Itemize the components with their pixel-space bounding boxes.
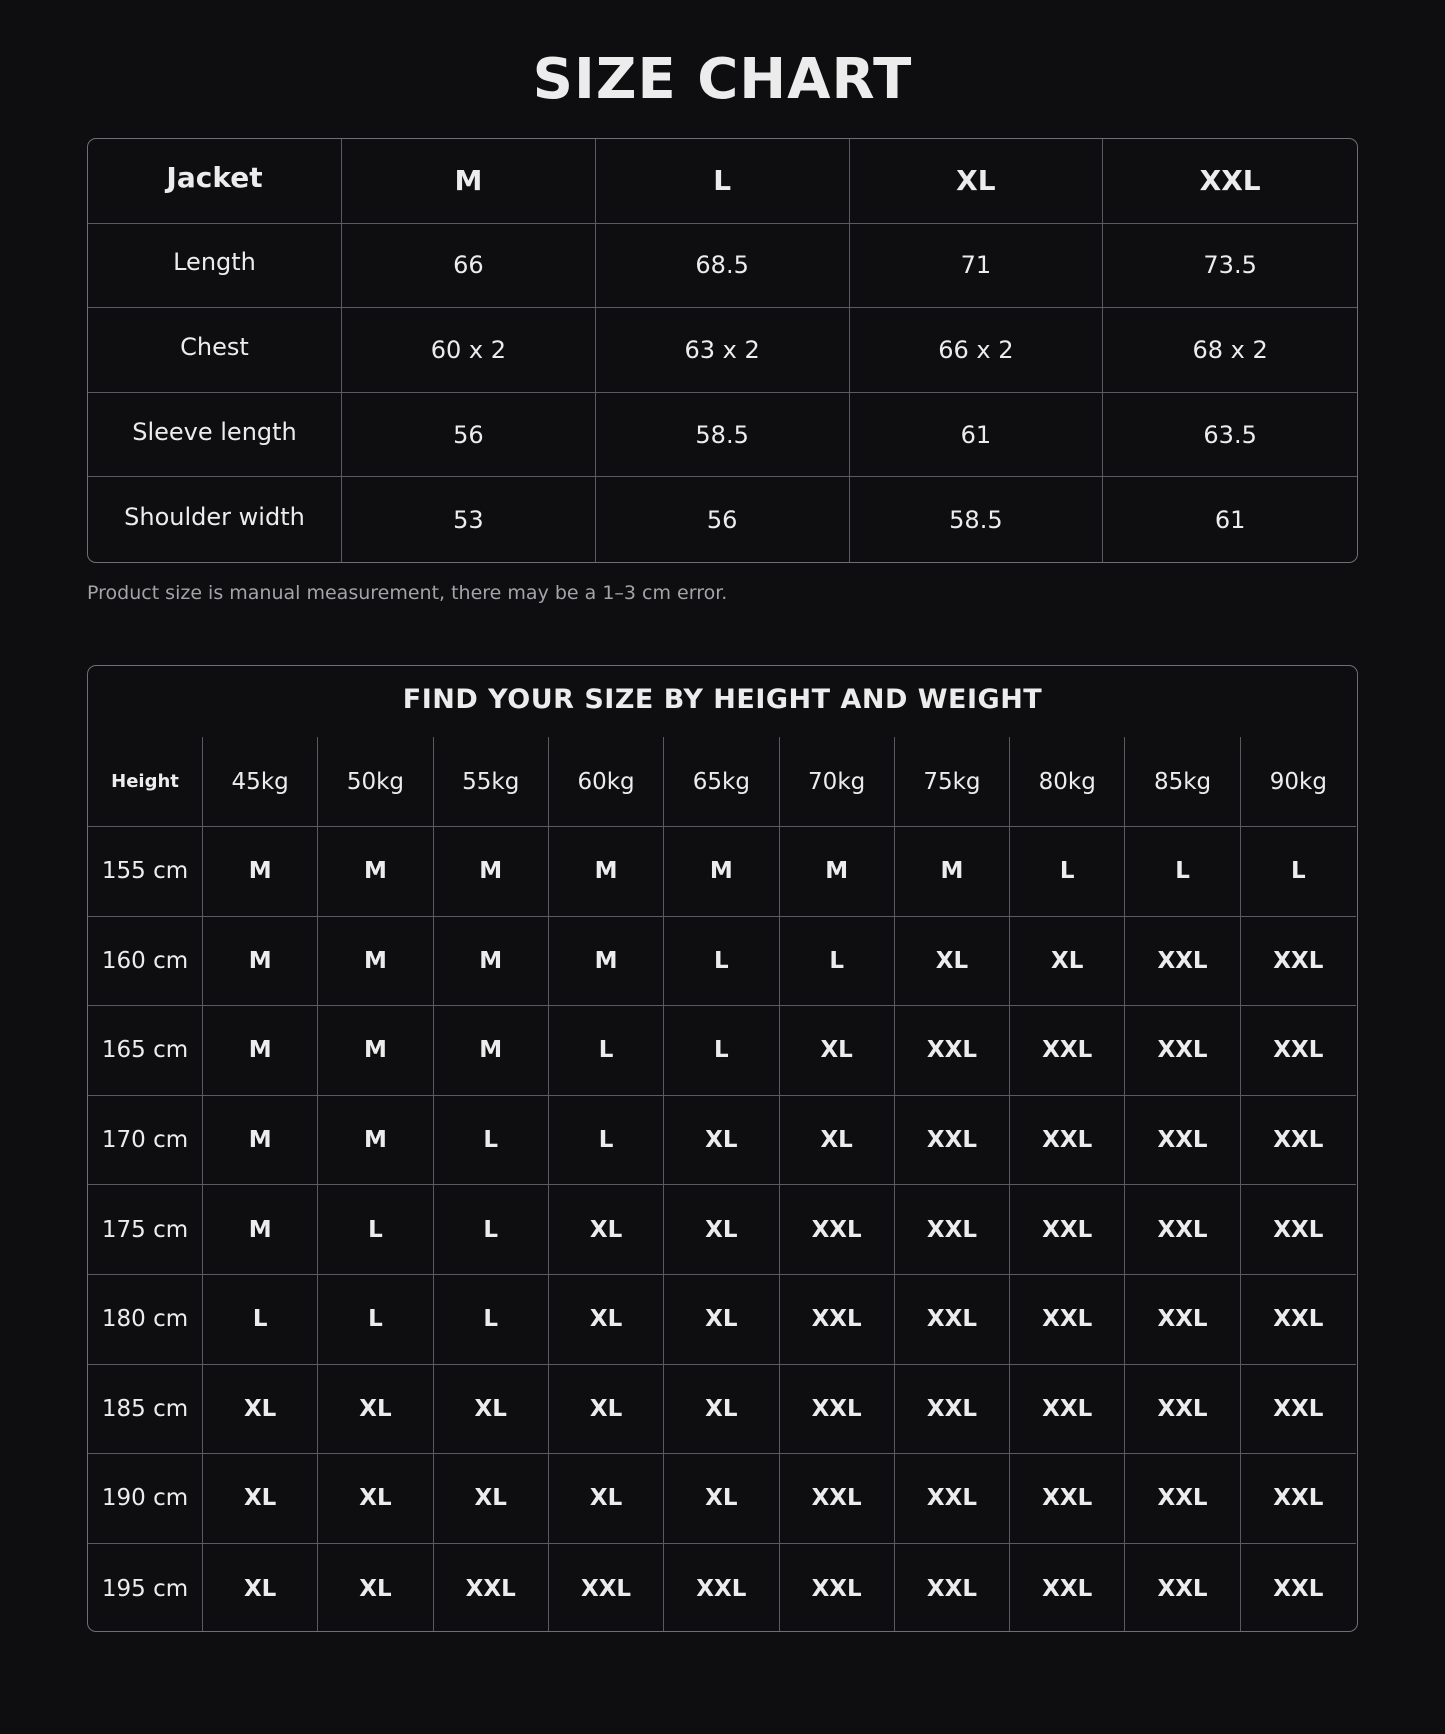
recommended-size: M — [434, 1006, 549, 1096]
weight-column-header: 45kg — [203, 737, 318, 827]
recommended-size: XXL — [664, 1544, 779, 1632]
recommended-size: XXL — [1125, 1544, 1240, 1632]
measurement-value: 71 — [850, 224, 1104, 309]
recommended-size: XXL — [1273, 1575, 1324, 1602]
recommended-size: XL — [203, 1544, 318, 1632]
weight-column-header: 70kg — [780, 737, 895, 827]
measurement-value: 68.5 — [596, 224, 850, 309]
measurement-label: Shoulder width — [88, 477, 342, 562]
recommended-size: L — [664, 1006, 779, 1096]
recommended-size: XL — [434, 1365, 549, 1455]
height-label: 160 cm — [88, 917, 203, 1007]
measurement-value: 73.5 — [1103, 224, 1357, 309]
measurement-value: 56 — [596, 477, 850, 562]
height-label: 185 cm — [88, 1365, 203, 1455]
jacket-measurement-table — [87, 138, 1358, 563]
recommended-size: XL — [549, 1185, 664, 1275]
recommended-size: XXL — [1010, 1365, 1125, 1455]
measurement-value: 68 x 2 — [1103, 308, 1357, 393]
recommended-size: XXL — [895, 1365, 1010, 1455]
recommended-size: XXL — [780, 1275, 895, 1365]
recommended-size: L — [434, 1275, 549, 1365]
recommended-size: XXL — [1241, 1365, 1356, 1455]
recommended-size: XXL — [1010, 1096, 1125, 1186]
weight-column-header: 90kg — [1241, 737, 1356, 827]
recommended-size: XXL — [895, 1544, 1010, 1632]
recommended-size: M — [318, 827, 433, 917]
recommended-size: M — [434, 827, 549, 917]
recommended-size: XXL — [1241, 917, 1356, 1007]
recommended-size: L — [434, 1096, 549, 1186]
recommended-size: M — [664, 827, 779, 917]
recommended-size: XL — [549, 1454, 664, 1544]
recommended-size: L — [549, 1096, 664, 1186]
recommended-size: L — [549, 1006, 664, 1096]
recommended-size: XL — [780, 1096, 895, 1186]
height-label: 180 cm — [88, 1275, 203, 1365]
recommended-size: XXL — [895, 1275, 1010, 1365]
weight-column-header: 65kg — [664, 737, 779, 827]
measurement-value: 66 — [342, 224, 596, 309]
recommended-size: XXL — [1125, 1365, 1240, 1455]
height-label: 170 cm — [88, 1096, 203, 1186]
recommended-size: XXL — [1241, 1096, 1356, 1186]
recommended-size: L — [664, 917, 779, 1007]
recommended-size: XL — [780, 1006, 895, 1096]
recommended-size: M — [549, 827, 664, 917]
recommended-size: XXL — [1010, 1544, 1125, 1632]
size-column-header: XL — [850, 139, 1104, 224]
measurement-value: 58.5 — [850, 477, 1104, 562]
weight-column-header: 85kg — [1125, 737, 1240, 827]
page-title: SIZE CHART — [532, 47, 913, 112]
recommended-size: M — [318, 1006, 433, 1096]
measurement-value: 61 — [1214, 505, 1246, 534]
height-label: 155 cm — [88, 827, 203, 917]
recommended-size: M — [434, 917, 549, 1007]
height-label: 190 cm — [88, 1454, 203, 1544]
recommended-size: XXL — [780, 1544, 895, 1632]
recommended-size: XXL — [1010, 1006, 1125, 1096]
recommended-size: XL — [203, 1365, 318, 1455]
recommended-size: XL — [664, 1185, 779, 1275]
size-column-header: M — [342, 139, 596, 224]
recommended-size: M — [318, 917, 433, 1007]
recommended-size: XXL — [1241, 1006, 1356, 1096]
recommended-size: XXL — [1241, 1454, 1356, 1544]
size-finder-grid — [88, 737, 1356, 1632]
height-label: 165 cm — [88, 1006, 203, 1096]
recommended-size: XXL — [549, 1544, 664, 1632]
size-finder-title: FIND YOUR SIZE BY HEIGHT AND WEIGHT — [402, 684, 1043, 715]
recommended-size: XXL — [1125, 1454, 1240, 1544]
measurement-label: Chest — [88, 308, 342, 393]
recommended-size: XXL — [780, 1365, 895, 1455]
recommended-size: XL — [664, 1096, 779, 1186]
recommended-size: XXL — [1125, 1275, 1240, 1365]
recommended-size: XL — [549, 1275, 664, 1365]
recommended-size: M — [549, 917, 664, 1007]
recommended-size: L — [780, 917, 895, 1007]
recommended-size: M — [203, 1006, 318, 1096]
recommended-size: XL — [895, 917, 1010, 1007]
recommended-size: M — [203, 827, 318, 917]
recommended-size: M — [780, 827, 895, 917]
recommended-size: M — [203, 917, 318, 1007]
recommended-size: M — [203, 1185, 318, 1275]
recommended-size: XL — [318, 1544, 433, 1632]
recommended-size: XXL — [780, 1454, 895, 1544]
measurement-note: Product size is manual measurement, there may be a 1–3 cm error. — [87, 582, 728, 604]
height-column-header: Height — [88, 737, 203, 827]
recommended-size: XXL — [1241, 1275, 1356, 1365]
recommended-size: XXL — [1125, 1096, 1240, 1186]
measurement-value: 66 x 2 — [850, 308, 1104, 393]
weight-column-header: 50kg — [318, 737, 433, 827]
recommended-size: XXL — [1010, 1185, 1125, 1275]
recommended-size: L — [318, 1185, 433, 1275]
recommended-size: XL — [203, 1454, 318, 1544]
recommended-size: XXL — [1125, 917, 1240, 1007]
recommended-size: XL — [664, 1454, 779, 1544]
measurement-label: Sleeve length — [88, 393, 342, 478]
recommended-size: XL — [1010, 917, 1125, 1007]
weight-column-header: 60kg — [549, 737, 664, 827]
measurement-value: 61 — [850, 393, 1104, 478]
height-label: 195 cm — [88, 1544, 203, 1632]
recommended-size: L — [318, 1275, 433, 1365]
measurement-value: 63.5 — [1103, 393, 1357, 478]
recommended-size: XXL — [895, 1006, 1010, 1096]
size-column-header: L — [596, 139, 850, 224]
measurement-label: Length — [88, 224, 342, 309]
recommended-size: XXL — [895, 1096, 1010, 1186]
weight-column-header: 55kg — [434, 737, 549, 827]
recommended-size: XXL — [895, 1185, 1010, 1275]
recommended-size: XXL — [895, 1454, 1010, 1544]
recommended-size: M — [318, 1096, 433, 1186]
recommended-size: M — [203, 1096, 318, 1186]
recommended-size: XXL — [1010, 1454, 1125, 1544]
recommended-size: XXL — [1125, 1185, 1240, 1275]
measurement-value: 63 x 2 — [596, 308, 850, 393]
recommended-size: L — [1241, 827, 1356, 917]
size-finder-table — [87, 665, 1358, 1632]
recommended-size: XXL — [1241, 1185, 1356, 1275]
recommended-size: L — [1010, 827, 1125, 917]
recommended-size: XL — [318, 1365, 433, 1455]
size-column-header: XXL — [1103, 139, 1357, 224]
recommended-size: L — [203, 1275, 318, 1365]
recommended-size: XL — [549, 1365, 664, 1455]
recommended-size: XXL — [434, 1544, 549, 1632]
measurement-value: 58.5 — [596, 393, 850, 478]
height-label: 175 cm — [88, 1185, 203, 1275]
recommended-size: M — [895, 827, 1010, 917]
weight-column-header: 80kg — [1010, 737, 1125, 827]
measurement-value: 53 — [342, 477, 596, 562]
recommended-size: XXL — [780, 1185, 895, 1275]
recommended-size: XXL — [1010, 1275, 1125, 1365]
recommended-size: XL — [664, 1275, 779, 1365]
measurement-value: 56 — [342, 393, 596, 478]
garment-header: Jacket — [88, 139, 342, 224]
recommended-size: XL — [664, 1365, 779, 1455]
recommended-size: L — [1125, 827, 1240, 917]
recommended-size: XXL — [1125, 1006, 1240, 1096]
measurement-value: 60 x 2 — [342, 308, 596, 393]
weight-column-header: 75kg — [895, 737, 1010, 827]
recommended-size: XL — [318, 1454, 433, 1544]
recommended-size: L — [434, 1185, 549, 1275]
recommended-size: XL — [434, 1454, 549, 1544]
